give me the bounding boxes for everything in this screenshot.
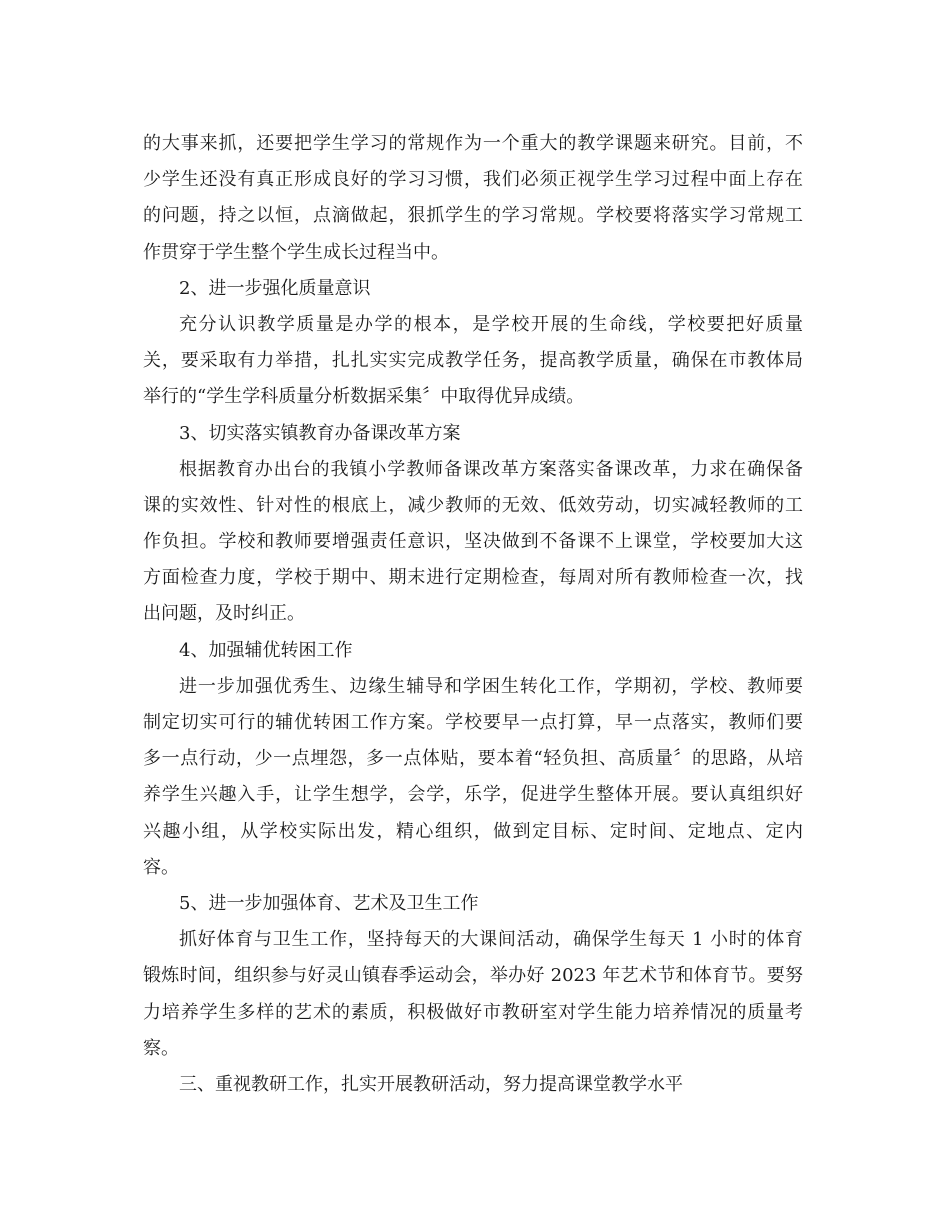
paragraph-line: 制定切实可行的辅优转困工作方案。学校要早一点打算，早一点落实，教师们要: [143, 712, 803, 733]
paragraph-line: 察。: [143, 1037, 179, 1059]
document-body: [143, 126, 803, 1103]
paragraph-line: 充分认识教学质量是办学的根本，是学校开展的生命线，学校要把好质量: [179, 313, 803, 335]
paragraph-line: 抓好体育与卫生工作，坚持每天的大课间活动，确保学生每天 1 小时的体育: [179, 929, 803, 951]
paragraph-line: 少学生还没有真正形成良好的学习习惯，我们必须正视学生学习过程中面上存在: [143, 169, 803, 191]
paragraph-line: 作贯穿于学生整个学生成长过程当中。: [143, 241, 449, 263]
paragraph-line: 兴趣小组，从学校实际出发，精心组织，做到定目标、定时间、定地点、定内: [143, 820, 803, 842]
paragraph-line: 多一点行动，少一点埋怨，多一点体贴，要本着“轻负担、高质量〞的思路，从培: [143, 748, 803, 770]
paragraph-line: 作负担。学校和教师要增强责任意识，坚决做到不备课不上课堂，学校要加大这: [143, 531, 803, 553]
paragraph-line: 的问题，持之以恒，点滴做起，狠抓学生的学习常规。学校要将落实学习常规工: [143, 205, 803, 227]
section-heading-line: 2、进一步强化质量意识: [179, 277, 371, 299]
paragraph-line: 容。: [143, 856, 179, 878]
paragraph-line: 关，要采取有力举措，扎扎实实完成教学任务，提高教学质量，确保在市教体局: [143, 350, 803, 372]
section-heading-line: 三、重视教研工作，扎实开展教研活动，努力提高课堂教学水平: [179, 1073, 683, 1095]
paragraph-line: 方面检查力度，学校于期中、期末进行定期检查，每周对所有教师检查一次，找: [143, 567, 803, 589]
paragraph-line: 进一步加强优秀生、边缘生辅导和学困生转化工作，学期初，学校、教师要: [179, 675, 803, 697]
section-heading-line: 3、切实落实镇教育办备课改革方案: [179, 422, 461, 444]
section-heading-line: 5、进一步加强体育、艺术及卫生工作: [179, 892, 479, 914]
paragraph-line: 举行的“学生学科质量分析数据采集〞中取得优异成绩。: [143, 386, 585, 408]
paragraph-line: 力培养学生多样的艺术的素质，积极做好市教研室对学生能力培养情况的质量考: [143, 1001, 803, 1023]
paragraph-line: 课的实效性、针对性的根底上，减少教师的无效、低效劳动，切实减轻教师的工: [143, 494, 803, 516]
paragraph-line: 出问题，及时纠正。: [143, 603, 305, 625]
paragraph-line: 锻炼时间，组织参与好灵山镇春季运动会，举办好 2023 年艺术节和体育节。要努: [143, 965, 803, 987]
paragraph-line: 的大事来抓，还要把学生学习的常规作为一个重大的教学课题来研究。目前，不: [143, 133, 803, 154]
section-heading-line: 4、加强辅优转困工作: [179, 639, 353, 661]
paragraph-line: 养学生兴趣入手，让学生想学，会学，乐学，促进学生整体开展。要认真组织好: [143, 784, 803, 806]
paragraph-line: 根据教育办出台的我镇小学教师备课改革方案落实备课改革，力求在确保备: [179, 458, 803, 480]
